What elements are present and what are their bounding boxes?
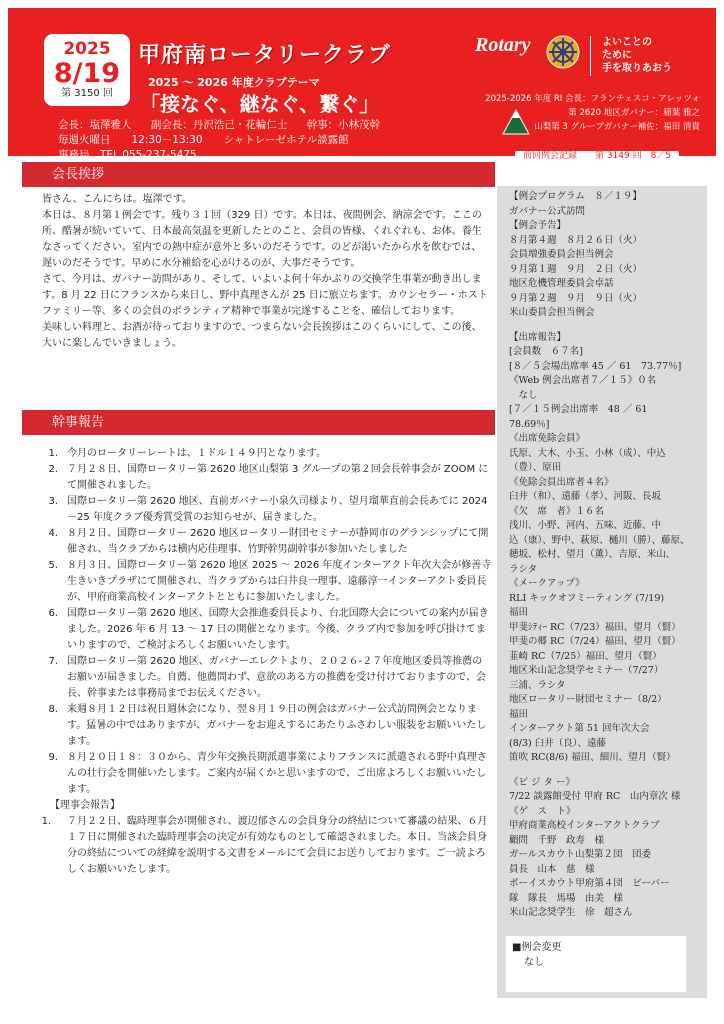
item-text: ８月２日、国際ロータリー 2620 地区ロータリー財団セミナーが静岡市のグランシップにて開催され、当クラブからは横内応佳理事、竹野幹男副幹事が参加いたしました bbox=[67, 528, 489, 555]
sidebar-line: 穂坂、松村、望月（薫）、吉原、米山、 bbox=[509, 549, 676, 560]
sidebar-line: 【出席報告】 bbox=[509, 331, 567, 343]
rotary-wheel-icon bbox=[545, 34, 581, 70]
rotary-logo-text: Rotary bbox=[475, 34, 531, 56]
meeting-change-body: なし bbox=[524, 957, 544, 968]
sidebar-line: 隊 隊長 馬場 由美 様 bbox=[509, 892, 624, 904]
district-governor: 第 2620 地区ガバナー：稲葉 雅之 bbox=[568, 108, 700, 118]
president: 会長：塩澤雅人 bbox=[58, 119, 132, 131]
motto-line: よいことの bbox=[602, 37, 652, 48]
sidebar-line: (8/3) 臼井（良）、遠藤 bbox=[509, 737, 606, 749]
sidebar-line: 甲府商業高校インターアクトクラブ bbox=[509, 820, 660, 831]
item-number: 9. bbox=[48, 752, 58, 763]
item-text: ８月３日、国際ロータリー第 2620 地区 2025 ～ 2026 年度インターアクト年次大会が修善寺生きいきプラザにて開催され、当クラブからは臼井良一理事、遠藤淳一インターアクト委員長が、甲府商業高校インターアクトとともに参加いたしました。 bbox=[67, 560, 492, 603]
report-item bbox=[40, 494, 492, 526]
item-number: 1. bbox=[48, 448, 58, 459]
date-month-day: 8/19 bbox=[53, 58, 121, 89]
secretary: 幹事：小林茂幹 bbox=[306, 119, 381, 131]
sidebar-gap bbox=[509, 321, 701, 331]
sidebar-line: 米山委員会担当例会 bbox=[509, 307, 595, 318]
item-text: 今月のロータリーレートは、１ドル１４９円となります。 bbox=[67, 448, 326, 459]
item-number: 5. bbox=[48, 560, 58, 571]
sidebar-line: 米山記念奨学生 徐 超さん bbox=[509, 907, 633, 918]
club-name: 甲府南ロータリークラブ bbox=[138, 43, 392, 68]
sidebar-line: 《メークアップ》 bbox=[509, 578, 585, 589]
sidebar-line: [会員数 ６７名] bbox=[509, 346, 583, 357]
sidebar-line: 韮崎 RC（7/25）福田、望月（賢） bbox=[509, 650, 662, 662]
sidebar-line: 《ゲ ス ト》 bbox=[509, 805, 576, 817]
sidebar-line: 《Web 例会出席者７／１５》０名 bbox=[509, 375, 657, 386]
sidebar-line: 員長 山本 慈 様 bbox=[509, 863, 595, 875]
rotary-motto bbox=[602, 36, 672, 75]
sidebar-line: 笛吹 RC(8/6) 福田、細川、望月（賢） bbox=[509, 752, 676, 763]
item-text: 来週８月１２日は祝日週休会になり、翌８月１９日の例会はガバナー公式訪問例会となります。猛暑の中ではありますが、ガバナーをお迎えするにあたりふさわしい服装をお願いいたします。 bbox=[67, 704, 487, 747]
logo-divider bbox=[590, 36, 591, 76]
sidebar-line: 地区ロータリー財団セミナー（8/2） bbox=[509, 694, 667, 705]
sidebar bbox=[497, 186, 707, 998]
sidebar-line: 《ビ ジ タ ー》 bbox=[509, 776, 576, 788]
sidebar-line: 《出席免除会員》 bbox=[509, 433, 586, 444]
sidebar-line: ラシタ bbox=[509, 563, 538, 575]
sidebar-line: 福田 bbox=[509, 607, 529, 618]
motto-line: 手を取りあおう bbox=[602, 63, 672, 74]
sidebar-line: 【例会予告】 bbox=[509, 220, 567, 231]
sidebar-line: 込（康）、野中、萩原、樋川（勝）、藤原、 bbox=[509, 534, 690, 546]
board-report-heading: 【理事会報告】 bbox=[50, 800, 120, 811]
item-number: 3. bbox=[48, 496, 58, 507]
date-box bbox=[44, 34, 130, 106]
sidebar-line: ガールスカウト山梨第２団 団委 bbox=[509, 849, 652, 860]
greeting-paragraph: さて、今月は、ガバナー訪問があり、そして、いよいよ何十年かぶりの交換学生事業が動き出します。8 月 22 日にフランスから来日し、野中真理さんが 25 日に旅立ちます。カウンセラー・ホストファミリー等、多くの会員のボランティア精神で事業が完遂することを、確信しております。 bbox=[42, 274, 488, 317]
sidebar-line: ９月第１週 ９月 ２日（火） bbox=[509, 263, 643, 275]
sidebar-line: 《欠 席 者》１６名 bbox=[509, 505, 605, 517]
sidebar-line: ９月第２週 ９月 ９日（火） bbox=[509, 292, 643, 304]
item-number: 1． bbox=[41, 816, 58, 827]
report-item bbox=[40, 654, 492, 702]
item-text: 国際ロータリー第 2620 地区、ガバナーエレクトより、２０２６-２７年度地区委員等推薦のお願いが届きました。自薦、他薦問わず、意欲のある方の推薦を受け付けておりますので、会長、幹事または事務局までお伝えください。 bbox=[67, 656, 486, 699]
sidebar-line: 甲斐の郷 RC（7/24）福田、望月（賢） bbox=[509, 636, 681, 647]
sidebar-line: なし bbox=[509, 389, 538, 401]
meeting-change-title: ■例会変更 bbox=[512, 942, 562, 953]
sidebar-line: 甲斐ｼﾃｨｰ RC（7/23）福田、望月（賢） bbox=[509, 621, 681, 633]
sidebar-line: [８／５会場出席率 45 ／ 61 73.77％] bbox=[509, 360, 682, 372]
item-text: 国際ロータリー第 2620 地区、国際大会推進委員長より、台北国際大会についての案内が届きました。2026 年 6 月 13 ～ 17 日の開催となります。今後、クラブ内で参加を呼び掛けてまいりますので、ご検討よろしくお願いいたします。 bbox=[67, 608, 489, 651]
greeting-section-bar: 会長挨拶 bbox=[22, 162, 495, 187]
report-item bbox=[40, 462, 492, 494]
sidebar-line: インターアクト第 51 回年次大会 bbox=[509, 723, 650, 734]
sidebar-line: 地区米山記念奨学セミナー（7/27） bbox=[509, 665, 664, 676]
vice-president: 副会長：丹沢浩己・花輪仁士 bbox=[150, 119, 288, 131]
sidebar-line: 地区危機管理委員会卓話 bbox=[509, 278, 614, 289]
theme-label: 2025 ～ 2026 年度クラブテーマ bbox=[148, 76, 320, 89]
sidebar-line: 《免除会員出席者４名》 bbox=[509, 476, 614, 488]
secretary-section-bar: 幹事報告 bbox=[22, 410, 495, 435]
sidebar-line: 福田 bbox=[509, 708, 529, 720]
previous-meeting-label: 前回例会記録 第 3149 回 8／5 bbox=[515, 151, 679, 161]
sidebar-line: 氏原、大木、小玉、小林（成）、中込 bbox=[509, 447, 666, 459]
greeting-paragraph: 本日は、８月第１例会です。残り３１回（329 日）です。本日は、夜間例会、納涼会です。ここの所、酷暑が続いていて、日本最高気温を更新したとのこと、会員の皆様、くれぐれも、お体、養生なさってください。室内での熱中症が意外と多いのだそうです。のどが渇いたから水を飲むでは、遅いのだそうです。早めに水分補給を心がけるのが、大事だそうです。 bbox=[42, 210, 482, 269]
date-year: 2025 bbox=[63, 39, 111, 59]
report-item bbox=[40, 526, 492, 558]
officers-info bbox=[58, 118, 396, 163]
sidebar-gap bbox=[509, 766, 701, 776]
item-number: 6. bbox=[48, 608, 58, 619]
ri-president: 2025-2026 年度 RI 会長：フランチェスコ・アレッツォ bbox=[485, 94, 700, 104]
sidebar-line: 浅川、小野、河内、五味、近藤、中 bbox=[509, 520, 662, 531]
sidebar-line: 顧問 千野 政寿 様 bbox=[509, 834, 605, 846]
office-info: 事務局 TEL 055-237-5475 bbox=[58, 149, 197, 161]
newsletter-header bbox=[8, 8, 716, 161]
report-item bbox=[40, 750, 492, 798]
issue-number: 第 3150 回 bbox=[61, 88, 113, 99]
item-text: 国際ロータリー第 2620 地区、直前ガバナー小泉久司様より、望月瑠華直前会長あてに 2024－25 年度クラブ優秀賞受賞のお知らせが、届きました。 bbox=[67, 496, 488, 523]
item-text: ７月２２日、臨時理事会が開催され、渡辺郁さんの会員身分の終結について審議の結果、６月１７日に開催された臨時理事会の決定が有効なものとして確認されました。本日、当該会員身分の終結についての経緯を説明する文書をメールにて会員にお送りしております。ご一読よろしくお願いいたします。 bbox=[67, 816, 488, 875]
sidebar-line: 会員増強委員会担当例会 bbox=[509, 249, 614, 260]
item-number: 2. bbox=[48, 464, 58, 475]
item-number: 4. bbox=[48, 528, 58, 539]
report-item bbox=[40, 606, 492, 654]
sidebar-line: 臼井（和）、遠藤（孝）、河阪、長坂 bbox=[509, 491, 662, 502]
district-emblem-icon bbox=[501, 108, 531, 136]
report-item bbox=[40, 558, 492, 606]
greeting-paragraph: 美味しい料理と、お酒が待っておりますので、つまらない会長挨拶はこのくらいにして、この後、大いに楽しんでいきましょう。 bbox=[42, 322, 482, 349]
meeting-change-box bbox=[506, 936, 686, 992]
assistant-governor: 山梨第 3 グループガバナー補佐：福田 清貴 bbox=[534, 122, 700, 132]
sidebar-line: [７／１５例会出席率 48 ／ 61 bbox=[509, 404, 648, 415]
secretary-report-list bbox=[40, 446, 492, 878]
item-text: ７月２８日、国際ロータリー第 2620 地区山梨第 3 グループの第２回会長幹事会が ZOOM にて開催されました。 bbox=[67, 464, 489, 491]
greeting-paragraph: 皆さん、こんにちは。塩澤です。 bbox=[42, 194, 192, 205]
item-text: ８月２０日１８：３０から、青少年交換長期派遣事業によりフランスに派遣される野中真理さんの壮行会を開催いたします。ご案内が届くかと思いますので、ご出席よろしくお願いいたします。 bbox=[67, 752, 487, 795]
report-item bbox=[40, 446, 492, 462]
sidebar-line: ガバナー公式訪問 bbox=[509, 205, 586, 217]
club-theme: 「接なぐ、継なぐ、繋ぐ」 bbox=[140, 92, 380, 116]
greeting-body bbox=[42, 192, 488, 352]
sidebar-line: ８月第４週 ８月２６日（火） bbox=[509, 234, 643, 246]
sidebar-line: 7/22 談露館受付 甲府 RC 山内章次 様 bbox=[509, 791, 681, 802]
sidebar-line: （豊）、原田 bbox=[509, 462, 562, 473]
report-item bbox=[40, 702, 492, 750]
sidebar-line: RLI キックオフミーティング (7/19) bbox=[509, 592, 665, 604]
sidebar-line: 【例会プログラム ８／１９】 bbox=[509, 191, 642, 202]
sidebar-line: 三浦、ラシタ bbox=[509, 679, 566, 691]
item-number: 7. bbox=[48, 656, 58, 667]
previous-meeting-record bbox=[482, 149, 712, 163]
item-number: 8. bbox=[48, 704, 58, 715]
sidebar-line: ボーイスカウト甲府第４団 ビーバー bbox=[509, 878, 670, 889]
motto-line: ために bbox=[602, 50, 632, 61]
sidebar-content bbox=[509, 190, 701, 921]
meeting-info: 毎週火曜日 12:30－13:30 シャトレーゼホテル談露館 bbox=[58, 134, 349, 146]
sidebar-line: 78.69％] bbox=[509, 418, 550, 430]
board-report-item bbox=[40, 814, 492, 878]
